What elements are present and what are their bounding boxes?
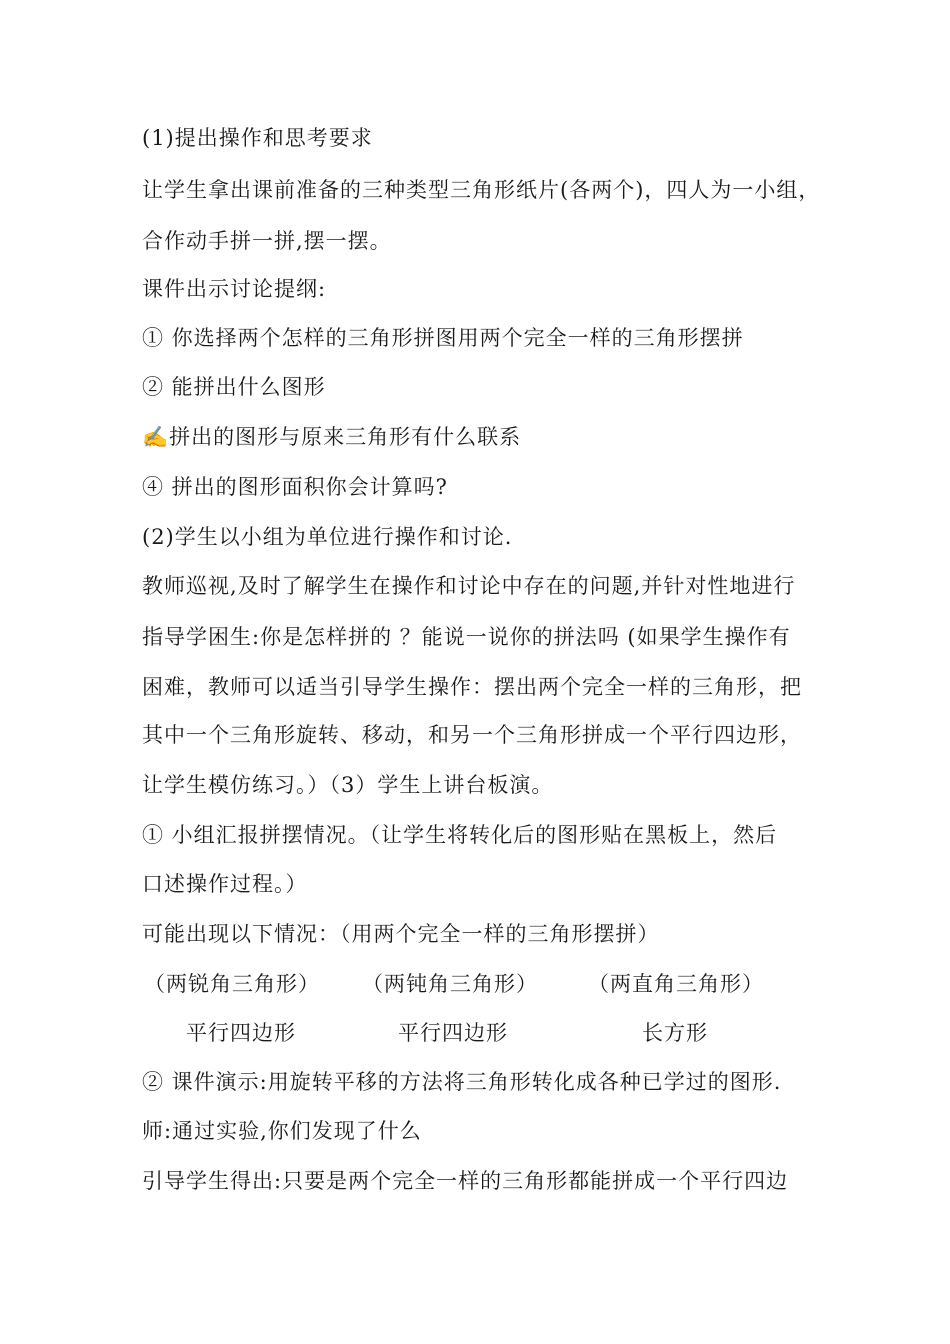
table-header-right: （两直角三角形） bbox=[588, 972, 764, 996]
text-line-15: ① 小组汇报拼摆情况。（让学生将转化后的图形贴在黑板上，然后 bbox=[142, 823, 778, 847]
text-line-9: (2)学生以小组为单位进行操作和讨论. bbox=[142, 525, 513, 549]
text-line-12: 困难，教师可以适当引导学生操作：摆出两个完全一样的三角形，把 bbox=[142, 675, 802, 699]
text-line-13: 其中一个三角形旋转、移动，和另一个三角形拼成一个平行四边形， bbox=[142, 723, 802, 747]
text-line-17: 可能出现以下情况：（用两个完全一样的三角形摆拼） bbox=[142, 922, 660, 946]
text-line-16: 口述操作过程。） bbox=[142, 872, 308, 896]
text-line-8: ④ 拼出的图形面积你会计算吗? bbox=[142, 475, 448, 499]
text-line-3: 合作动手拼一拼,摆一摆。 bbox=[142, 229, 392, 253]
table-result-obtuse: 平行四边形 bbox=[398, 1021, 508, 1045]
text-line-11: 指导学困生:你是怎样拼的 ？能说一说你的拼法吗 (如果学生操作有 bbox=[142, 625, 791, 649]
text-line-4: 课件出示讨论提纲: bbox=[142, 277, 327, 301]
text-line-6: ② 能拼出什么图形 bbox=[142, 375, 326, 399]
table-header-acute: （两锐角三角形） bbox=[144, 972, 320, 996]
text-line-19: 师:通过实验,你们发现了什么 bbox=[142, 1119, 422, 1143]
text-line-20: 引导学生得出:只要是两个完全一样的三角形都能拼成一个平行四边 bbox=[142, 1169, 789, 1193]
table-result-acute: 平行四边形 bbox=[186, 1021, 296, 1045]
table-header-obtuse: （两钝角三角形） bbox=[362, 972, 538, 996]
text-line-1: (1)提出操作和思考要求 bbox=[142, 126, 373, 150]
text-line-5: ① 你选择两个怎样的三角形拼图用两个完全一样的三角形摆拼 bbox=[142, 326, 744, 350]
text-line-10: 教师巡视,及时了解学生在操作和讨论中存在的问题,并针对性地进行 bbox=[142, 574, 796, 598]
text-line-18: ② 课件演示:用旋转平移的方法将三角形转化成各种已学过的图形. bbox=[142, 1070, 782, 1094]
text-line-2: 让学生拿出课前准备的三种类型三角形纸片(各两个)，四人为一小组， bbox=[142, 178, 821, 202]
text-line-7: ✍拼出的图形与原来三角形有什么联系 bbox=[142, 425, 522, 449]
table-result-right: 长方形 bbox=[642, 1021, 708, 1045]
text-line-14: 让学生模仿练习。）（3）学生上讲台板演。 bbox=[142, 773, 554, 797]
